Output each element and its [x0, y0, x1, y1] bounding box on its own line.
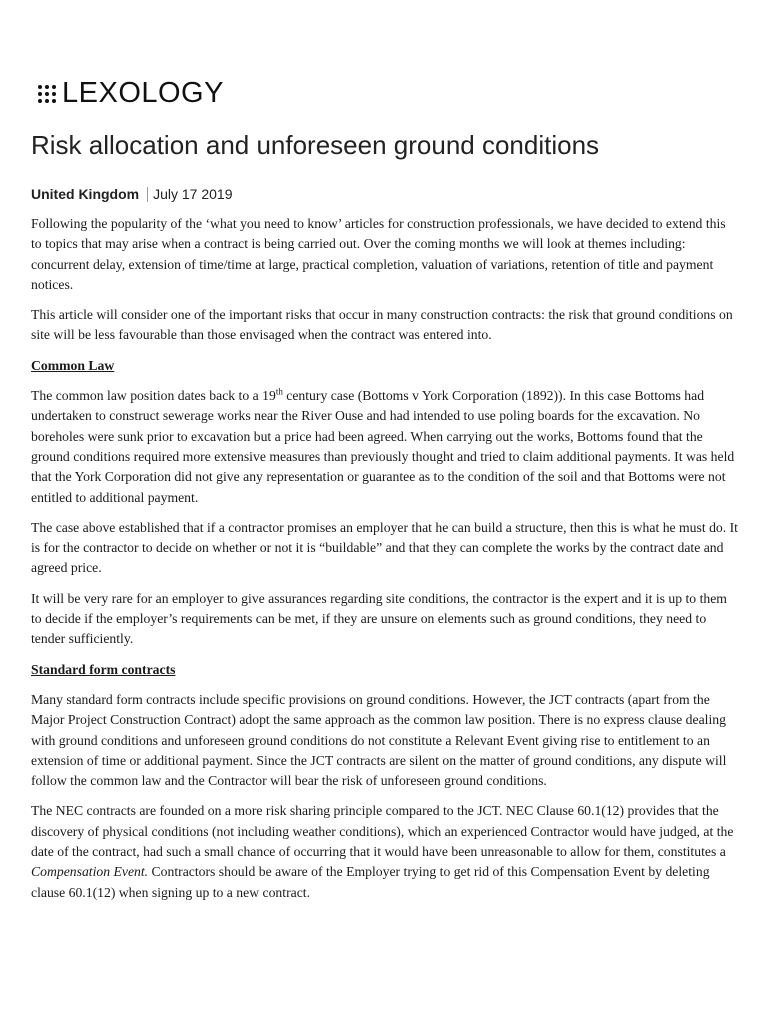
- meta-divider: [147, 187, 148, 202]
- logo-dots-icon: [38, 85, 56, 103]
- standard-form-paragraph-2-rest: Contractors should be aware of the Employer trying to get rid of this Compensation Event by deleting clause 60.1(12) when signing up to a new contract.: [31, 864, 710, 900]
- lexology-logo[interactable]: [38, 79, 224, 108]
- common-law-paragraph-2: The case above established that if a contractor promises an employer that he can build a structure, then this is what he must do. It is for the contractor to decide on whether or not it is “buildable” and that they can complete the works by the contract date and agreed price.: [31, 519, 738, 576]
- article-meta: [31, 186, 233, 202]
- standard-form-paragraph-2: [31, 801, 739, 902]
- article-date: July 17 2019: [153, 186, 233, 202]
- intro-paragraph-2: This article will consider one of the important risks that occur in many construction contracts: the risk that ground conditions on site will be less favourable than those envisaged when the contract was entered into.: [31, 307, 733, 343]
- common-law-paragraph-3: It will be very rare for an employer to give assurances regarding site conditions, the contractor is the expert and it is up to them to decide if the employer’s requirements can be met, if they are unsure on elements such as ground conditions, they need to tender sufficiently.: [31, 590, 727, 647]
- ordinal-superscript: th: [275, 386, 283, 397]
- section-heading-common-law: Common Law: [31, 357, 115, 373]
- standard-form-paragraph-1: Many standard form contracts include specific provisions on ground conditions. However, the JCT contracts (apart from the Major Project Construction Contract) adopt the same approach as the common law position. There is no express clause dealing with ground conditions and unforeseen ground conditions do not constitute a Relevant Event giving rise to entitlement to an extension of time or additional payment. Since the JCT contracts are silent on the matter of ground conditions, any dispute will follow the common law and the Contractor will bear the risk of unforeseen ground conditions.: [31, 691, 727, 789]
- common-law-paragraph-1-start: The common law position dates back to a 19: [31, 388, 276, 404]
- intro-paragraph-1: Following the popularity of the ‘what you need to know’ articles for construction professionals, we have decided to extend this to topics that may arise when a contract is being carried out. Over the coming months we will look at themes including: concurrent delay, extension of time/time at large, practical completion, valuation of variations, retention of title and payment notices.: [31, 216, 726, 292]
- section-heading-standard-form: Standard form contracts: [31, 661, 176, 677]
- common-law-paragraph-1: [31, 386, 739, 508]
- compensation-event-term: Compensation Event.: [31, 864, 149, 880]
- common-law-paragraph-1-rest: century case (Bottoms v York Corporation (1892)). In this case Bottoms had undertaken to construct sewerage works near the River Ouse and had intended to use poling boards for the excavation. No boreholes were sunk prior to excavation but a price had been agreed. When carrying out the works, Bottoms found that the ground conditions required more extensive measures than previously thought and tried to claim additional payments. It was held that the York Corporation did not give any representation or guarantee as to the condition of the soil and that Bottoms were not entitled to additional payment.: [31, 388, 735, 505]
- article-title: Risk allocation and unforeseen ground conditions: [31, 130, 600, 160]
- jurisdiction-label: United Kingdom: [31, 186, 140, 202]
- article-body: [31, 214, 739, 913]
- standard-form-paragraph-2-start: The NEC contracts are founded on a more risk sharing principle compared to the JCT. NEC Clause 60.1(12) provides that the discovery of physical conditions (not including weather conditions), which an experienced Contractor would have judged, at the date of the contract, had such a small chance of occurring that it would have been unreasonable to allow for them, constitutes a: [31, 803, 734, 860]
- logo-wordmark: LEXOLOGY: [62, 77, 224, 109]
